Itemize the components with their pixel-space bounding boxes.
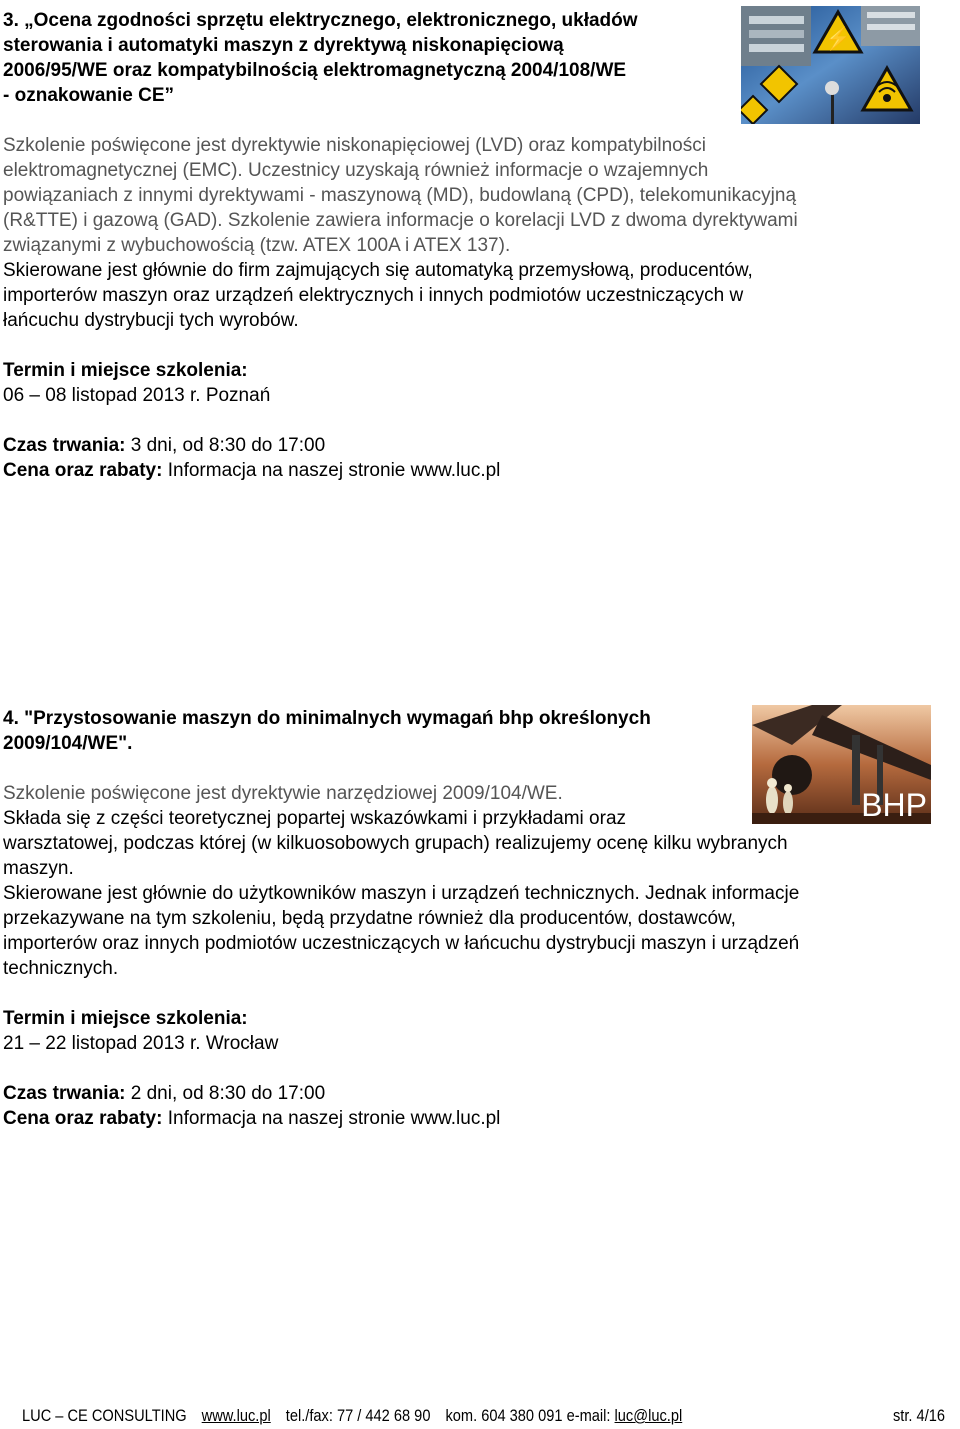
footer-company: LUC – CE CONSULTING	[22, 1406, 187, 1425]
section4-termin-label: Termin i miejsce szkolenia:	[3, 1008, 248, 1029]
section4-body-line-8: technicznych.	[3, 958, 119, 979]
section3-termin-value: 06 – 08 listopad 2013 r. Poznań	[3, 385, 271, 406]
section4-czas-label: Czas trwania:	[3, 1083, 126, 1104]
footer-telfax: tel./fax: 77 / 442 68 90	[285, 1406, 431, 1425]
section4-body-line-6: przekazywane na tym szkoleniu, będą przydatne również dla producentów, dostawców,	[3, 908, 736, 929]
section4-cena	[3, 1106, 500, 1131]
section3-body-line-1: Szkolenie poświęcone jest dyrektywie niskonapięciowej (LVD) oraz kompatybilności	[3, 135, 706, 156]
section4-body-line-7: importerów oraz innych podmiotów uczestniczących w łańcuchu dystrybucji maszyn i urządzeń	[3, 933, 800, 954]
section4-czas	[3, 1081, 325, 1106]
footer-email-label: e-mail:	[566, 1406, 611, 1425]
section4-termin-value: 21 – 22 listopad 2013 r. Wrocław	[3, 1033, 279, 1054]
bhp-machinery-image	[752, 705, 931, 824]
section4-title-line-1: 4. "Przystosowanie maszyn do minimalnych wymagań bhp określonych	[3, 708, 651, 729]
electrical-safety-image	[741, 6, 920, 124]
section3-cena-value: Informacja na naszej stronie www.luc.pl	[162, 460, 501, 481]
section4-body-line-5: Skierowane jest głównie do użytkowników maszyn i urządzeń technicznych. Jednak informacje	[3, 883, 800, 904]
section4-cena-label: Cena oraz rabaty:	[3, 1108, 163, 1129]
footer-mobile: kom. 604 380 091	[445, 1406, 563, 1425]
section3-czas-value: 3 dni, od 8:30 do 17:00	[125, 435, 326, 456]
svg-text:⚡: ⚡	[824, 26, 852, 51]
section3-title-line-4: - oznakowanie CE”	[3, 85, 175, 106]
section4-body-line-1: Szkolenie poświęcone jest dyrektywie narzędziowej 2009/104/WE.	[3, 783, 563, 804]
section3-body-line-5: związanymi z wybuchowością (tzw. ATEX 100A i ATEX 137).	[3, 235, 511, 256]
section3-body-line-2: elektromagnetycznej (EMC). Uczestnicy uzyskają również informacje o wzajemnych	[3, 160, 709, 181]
footer-website-link[interactable]: www.luc.pl	[201, 1406, 271, 1425]
footer-page-number: str. 4/16	[893, 1406, 946, 1425]
section3-title-line-3: 2006/95/WE oraz kompatybilnością elektromagnetyczną 2004/108/WE	[3, 60, 627, 81]
page-footer	[22, 1404, 682, 1428]
section4-title-line-2: 2009/104/WE".	[3, 733, 133, 754]
section3-title-line-2: sterowania i automatyki maszyn z dyrektywą niskonapięciową	[3, 35, 564, 56]
footer-email-link[interactable]: luc@luc.pl	[614, 1406, 683, 1425]
section3-czas-label: Czas trwania:	[3, 435, 126, 456]
section4-czas-value: 2 dni, od 8:30 do 17:00	[125, 1083, 326, 1104]
section4-body-line-3: warsztatowej, podczas której (w kilkuosobowych grupach) realizujemy ocenę kilku wybranych	[3, 833, 788, 854]
section3-body-line-7: importerów maszyn oraz urządzeń elektrycznych i innych podmiotów uczestniczących w	[3, 285, 744, 306]
section3-termin-label: Termin i miejsce szkolenia:	[3, 360, 248, 381]
section3-body-line-3: powiązaniach z innymi dyrektywami - maszynową (MD), budowlaną (CPD), telekomunikacyjną	[3, 185, 797, 206]
section4-cena-value: Informacja na naszej stronie www.luc.pl	[162, 1108, 501, 1129]
section3-title-line-1: 3. „Ocena zgodności sprzętu elektrycznego, elektronicznego, układów	[3, 10, 638, 31]
section3-body-line-8: łańcuchu dystrybucji tych wyrobów.	[3, 310, 299, 331]
section4-body-line-4: maszyn.	[3, 858, 74, 879]
section3-cena	[3, 458, 500, 483]
section3-body-line-4: (R&TTE) i gazową (GAD). Szkolenie zawiera informacje o korelacji LVD z dwoma dyrektywami	[3, 210, 798, 231]
section3-czas	[3, 433, 325, 458]
bhp-image-label: BHP	[861, 787, 927, 823]
section4-body-line-2: Składa się z części teoretycznej popartej wskazówkami i przykładami oraz	[3, 808, 627, 829]
section3-cena-label: Cena oraz rabaty:	[3, 460, 163, 481]
section3-body-line-6: Skierowane jest głównie do firm zajmujących się automatyką przemysłową, producentów,	[3, 260, 753, 281]
